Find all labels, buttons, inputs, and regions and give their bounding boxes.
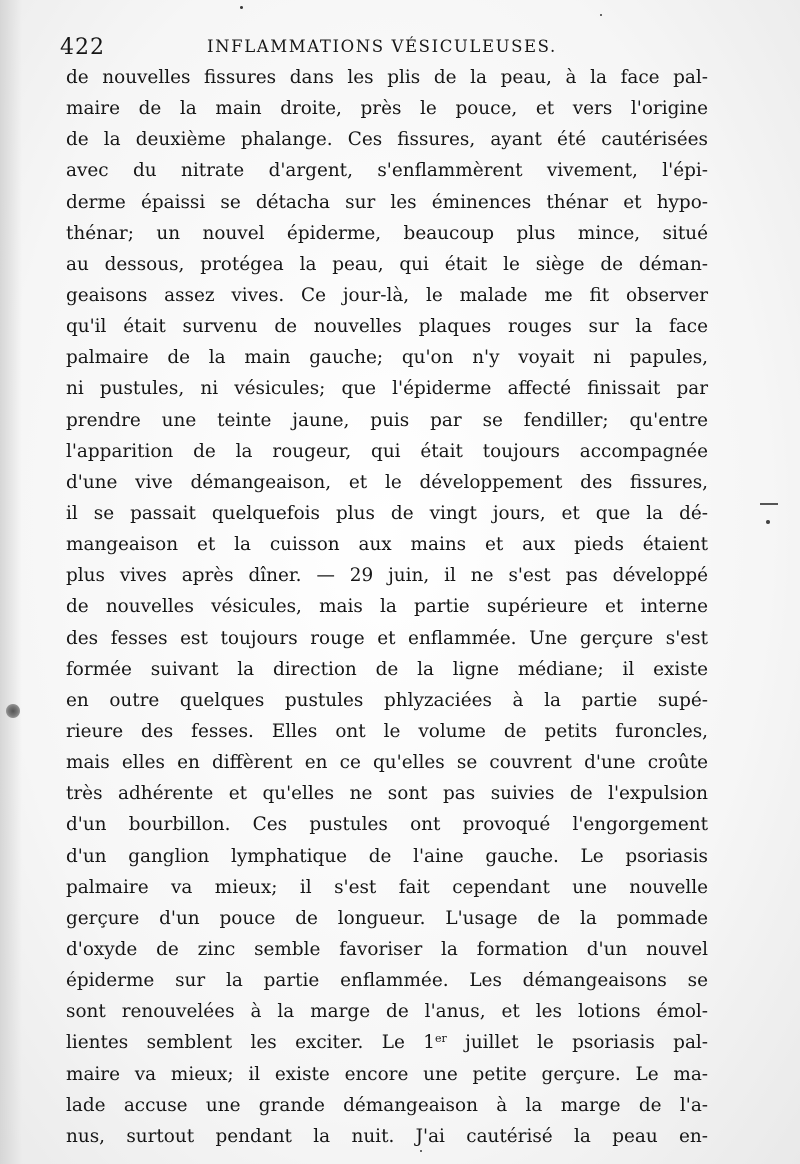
text-line: gerçure d'un pouce de longueur. L'usage de la pommade — [66, 907, 708, 929]
text-line: sont renouvelées à la marge de l'anus, et les lotions émol- — [66, 1001, 708, 1023]
text-line: d'un bourbillon. Ces pustules ont provoqué l'engorgement — [66, 814, 708, 836]
ink-speck — [240, 6, 243, 9]
text-line: geaisons assez vives. Ce jour-là, le malade me fit observer — [66, 284, 708, 306]
text-line: palmaire va mieux; il s'est fait cependant une nouvelle — [66, 876, 708, 898]
text-line: l'apparition de la rougeur, qui était toujours accompagnée — [66, 440, 708, 462]
text-line: thénar; un nouvel épiderme, beaucoup plus mince, situé — [66, 222, 708, 244]
text-line: avec du nitrate d'argent, s'enflammèrent vivement, l'épi- — [66, 160, 708, 182]
ink-speck — [420, 1150, 422, 1152]
text-line: des fesses est toujours rouge et enflammée. Une gerçure s'est — [66, 627, 708, 649]
text-line: ni pustules, ni vésicules; que l'épiderme affecté finissait par — [66, 378, 708, 400]
text-line: lade accuse une grande démangeaison à la marge de l'a- — [66, 1094, 708, 1116]
text-line: qu'il était survenu de nouvelles plaques rouges sur la face — [66, 316, 708, 338]
text-line: il se passait quelquefois plus de vingt jours, et que la dé- — [66, 502, 708, 524]
text-line-with-superscript — [66, 1027, 708, 1058]
text-line: maire de la main droite, près le pouce, et vers l'origine — [66, 98, 708, 120]
margin-dash-mark — [760, 503, 778, 505]
binding-shadow — [0, 0, 22, 1164]
text-line: maire va mieux; il existe encore une petite gerçure. Le ma- — [66, 1063, 708, 1085]
running-head: INFLAMMATIONS VÉSICULEUSES. — [207, 37, 557, 56]
line-tail: juillet le psoriasis pal- — [446, 1032, 709, 1054]
text-line: mais elles en diffèrent en ce qu'elles se couvrent d'une croûte — [66, 752, 708, 774]
ordinal-superscript: er — [434, 1032, 447, 1046]
text-line: rieure des fesses. Elles ont le volume de petits furoncles, — [66, 720, 708, 742]
line-head: lientes semblent les exciter. Le 1 — [66, 1032, 435, 1054]
text-line: formée suivant la direction de la ligne médiane; il existe — [66, 658, 708, 680]
text-line: derme épaissi se détacha sur les éminences thénar et hypo- — [66, 191, 708, 213]
page-header — [60, 35, 710, 63]
body-text — [66, 62, 708, 1152]
page-number: 422 — [60, 35, 105, 60]
ink-speck — [600, 14, 602, 16]
text-line: nus, surtout pendant la nuit. J'ai cautérisé la peau en- — [66, 1125, 708, 1147]
text-line: de la deuxième phalange. Ces fissures, ayant été cautérisées — [66, 129, 708, 151]
margin-dot-mark — [766, 520, 770, 524]
text-line: d'oxyde de zinc semble favoriser la formation d'un nouvel — [66, 938, 708, 960]
text-line: mangeaison et la cuisson aux mains et aux pieds étaient — [66, 534, 708, 556]
binding-hole-mark — [6, 704, 20, 718]
text-line: de nouvelles vésicules, mais la partie supérieure et interne — [66, 596, 708, 618]
text-line: palmaire de la main gauche; qu'on n'y voyait ni papules, — [66, 347, 708, 369]
text-line: au dessous, protégea la peau, qui était le siège de déman- — [66, 253, 708, 275]
text-line: prendre une teinte jaune, puis par se fendiller; qu'entre — [66, 409, 708, 431]
text-line: d'un ganglion lymphatique de l'aine gauche. Le psoriasis — [66, 845, 708, 867]
text-line: d'une vive démangeaison, et le développement des fissures, — [66, 471, 708, 493]
text-line: de nouvelles fissures dans les plis de la peau, à la face pal- — [66, 67, 708, 88]
text-line: plus vives après dîner. — 29 juin, il ne s'est pas développé — [66, 565, 708, 587]
text-line: en outre quelques pustules phlyzaciées à la partie supé- — [66, 689, 708, 711]
text-line: très adhérente et qu'elles ne sont pas suivies de l'expulsion — [66, 783, 708, 805]
text-line: épiderme sur la partie enflammée. Les démangeaisons se — [66, 970, 708, 992]
